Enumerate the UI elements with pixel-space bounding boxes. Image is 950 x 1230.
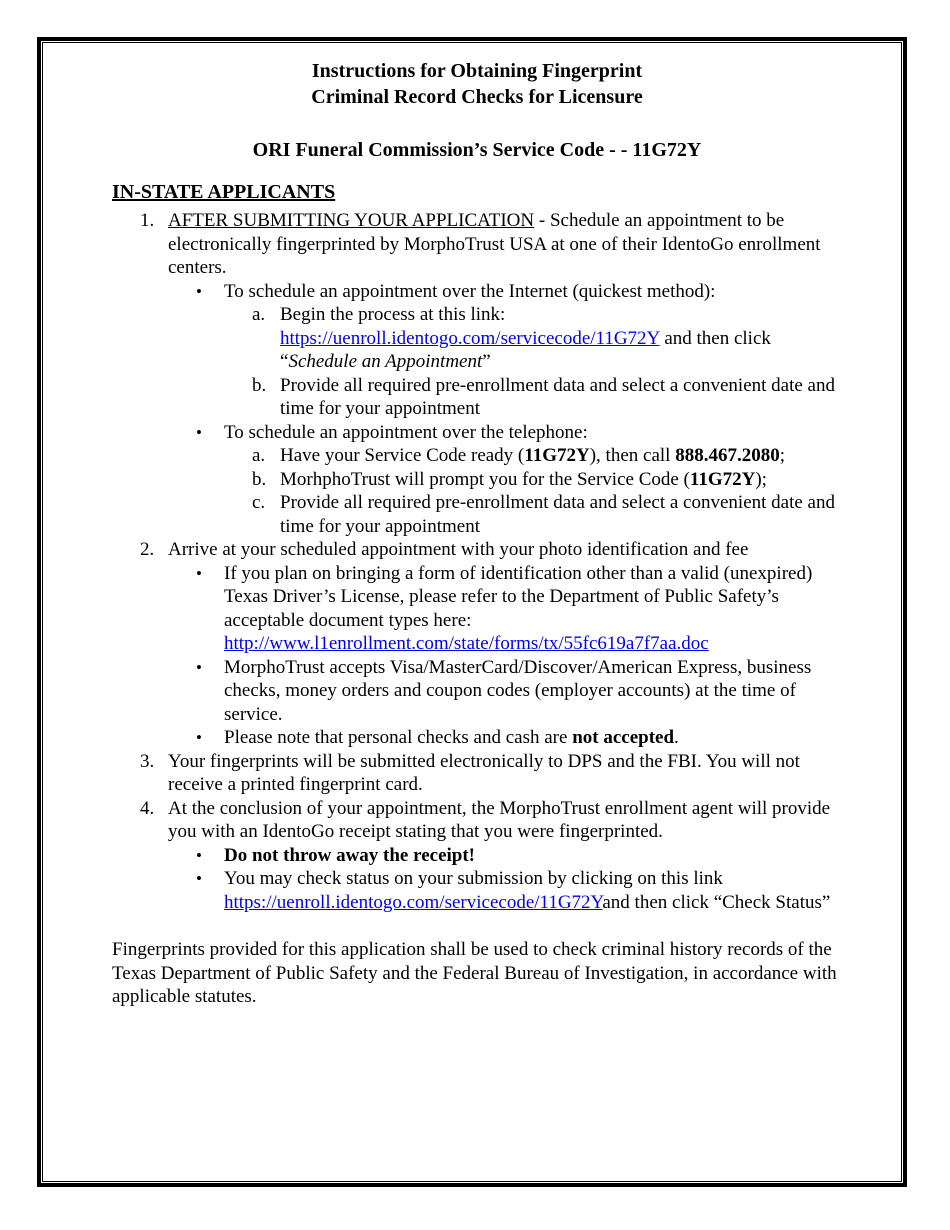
internet-scheduling-text: To schedule an appointment over the Internet (quickest method):	[224, 280, 716, 302]
internet-scheduling-bullet	[168, 280, 842, 421]
step-number: 4.	[140, 797, 155, 819]
bullet-icon: •	[196, 563, 202, 583]
step-1	[112, 209, 842, 538]
phone-substep-b	[224, 468, 842, 492]
phone-substep-a-end: ;	[779, 445, 785, 466]
internet-substep-a	[224, 303, 842, 374]
bullet-icon: •	[196, 657, 202, 677]
service-code-value: 11G72Y	[524, 445, 590, 466]
phone-scheduling-text: To schedule an appointment over the telephone:	[224, 421, 588, 443]
step-3	[112, 750, 842, 797]
phone-substep-a	[224, 444, 842, 468]
document-title	[112, 58, 842, 110]
substep-letter: c.	[252, 492, 266, 513]
step-1-lead: AFTER SUBMITTING YOUR APPLICATION	[168, 210, 535, 231]
internet-substep-a-text: Begin the process at this link:	[280, 304, 506, 325]
step-4-bullets	[168, 844, 842, 915]
phone-substep-a-mid: ), then call	[589, 445, 676, 466]
schedule-appointment-label: Schedule an Appointment	[288, 351, 483, 372]
bullet-icon: •	[196, 728, 202, 747]
step-number: 1.	[140, 210, 155, 231]
step-2-text: Arrive at your scheduled appointment with your photo identification and fee	[168, 539, 749, 560]
document-types-link[interactable]: http://www.l1enrollment.com/state/forms/tx/55fc619a7f7aa.doc	[224, 633, 709, 654]
identification-text: If you plan on bringing a form of identification other than a valid (unexpired) Texas Driver’s License, please refer to the Department of Public Safety’s acceptable document types here:	[224, 562, 813, 631]
keep-receipt-bullet	[168, 844, 842, 868]
check-status-link[interactable]: https://uenroll.identogo.com/servicecode/11G72Y	[224, 891, 603, 913]
step-3-text: Your fingerprints will be submitted electronically to DPS and the FBI. You will not receive a printed fingerprint card.	[168, 750, 800, 795]
step-number: 3.	[140, 750, 155, 772]
internet-substep-b	[224, 374, 842, 421]
schedule-appointment-link[interactable]: https://uenroll.identogo.com/servicecode/11G72Y	[280, 327, 660, 349]
title-line-2: Criminal Record Checks for Licensure	[311, 86, 643, 108]
keep-receipt-text: Do not throw away the receipt!	[224, 844, 476, 866]
quote-close: ”	[482, 351, 491, 372]
section-heading: IN-STATE APPLICANTS	[112, 181, 336, 203]
substep-letter: b.	[252, 374, 267, 396]
check-status-after: and then click “Check Status”	[602, 891, 831, 913]
not-accepted-bullet	[168, 726, 842, 750]
bullet-icon: •	[196, 869, 202, 888]
phone-substep-c-text: Provide all required pre-enrollment data and select a convenient date and time for your appointment	[280, 492, 835, 537]
step-1-text: - Schedule an appointment to be electronically fingerprinted by MorphoTrust USA at one of their IdentoGo enrollment centers.	[168, 210, 821, 278]
title-line-1: Instructions for Obtaining Fingerprint	[311, 60, 643, 82]
substep-letter: a.	[252, 445, 266, 466]
payment-methods-bullet	[168, 656, 842, 727]
step-2	[112, 538, 842, 750]
identification-bullet	[168, 562, 842, 656]
bullet-icon: •	[196, 422, 202, 442]
phone-substeps	[224, 444, 842, 538]
phone-number: 888.467.2080	[675, 445, 780, 466]
not-accepted-pre: Please note that personal checks and cash are	[224, 727, 573, 748]
service-code-heading: ORI Funeral Commission’s Service Code - - 11G72Y	[252, 139, 702, 161]
phone-substep-b-pre: MorhphoTrust will prompt you for the Service Code (	[280, 468, 690, 490]
internet-substep-a-after: and then click “	[280, 327, 771, 372]
not-accepted-end: .	[674, 727, 679, 748]
service-code-value: 11G72Y	[689, 468, 756, 490]
substep-letter: a.	[252, 304, 266, 325]
phone-substep-c	[224, 491, 842, 538]
step-4	[112, 797, 842, 915]
step-1-bullets	[168, 280, 842, 539]
step-4-text: At the conclusion of your appointment, the MorphoTrust enrollment agent will provide you with an IdentoGo receipt stating that you were fingerprinted.	[168, 797, 831, 842]
phone-substep-a-pre: Have your Service Code ready (	[280, 445, 525, 466]
phone-scheduling-bullet	[168, 421, 842, 539]
substep-letter: b.	[252, 468, 267, 490]
instruction-steps	[112, 209, 842, 914]
check-status-bullet	[168, 867, 842, 914]
bullet-icon: •	[196, 281, 202, 301]
check-status-text: You may check status on your submission by clicking on this link	[224, 868, 723, 889]
internet-substep-b-text: Provide all required pre-enrollment data and select a convenient date and time for your appointment	[280, 374, 835, 419]
internet-substeps	[224, 303, 842, 421]
not-accepted-bold: not accepted	[572, 727, 675, 748]
step-number: 2.	[140, 539, 155, 560]
bullet-icon: •	[196, 845, 202, 865]
document-body	[112, 58, 842, 1028]
payment-methods-text: MorphoTrust accepts Visa/MasterCard/Discover/American Express, business checks, money orders and coupon codes (employer accounts) at the time of service.	[224, 656, 812, 725]
phone-substep-b-end: );	[755, 468, 767, 490]
footer-statement: Fingerprints provided for this application shall be used to check criminal history records of the Texas Department of Public Safety and the Federal Bureau of Investigation, in accordance with applicable statutes.	[112, 939, 837, 1007]
step-2-bullets	[168, 562, 842, 750]
